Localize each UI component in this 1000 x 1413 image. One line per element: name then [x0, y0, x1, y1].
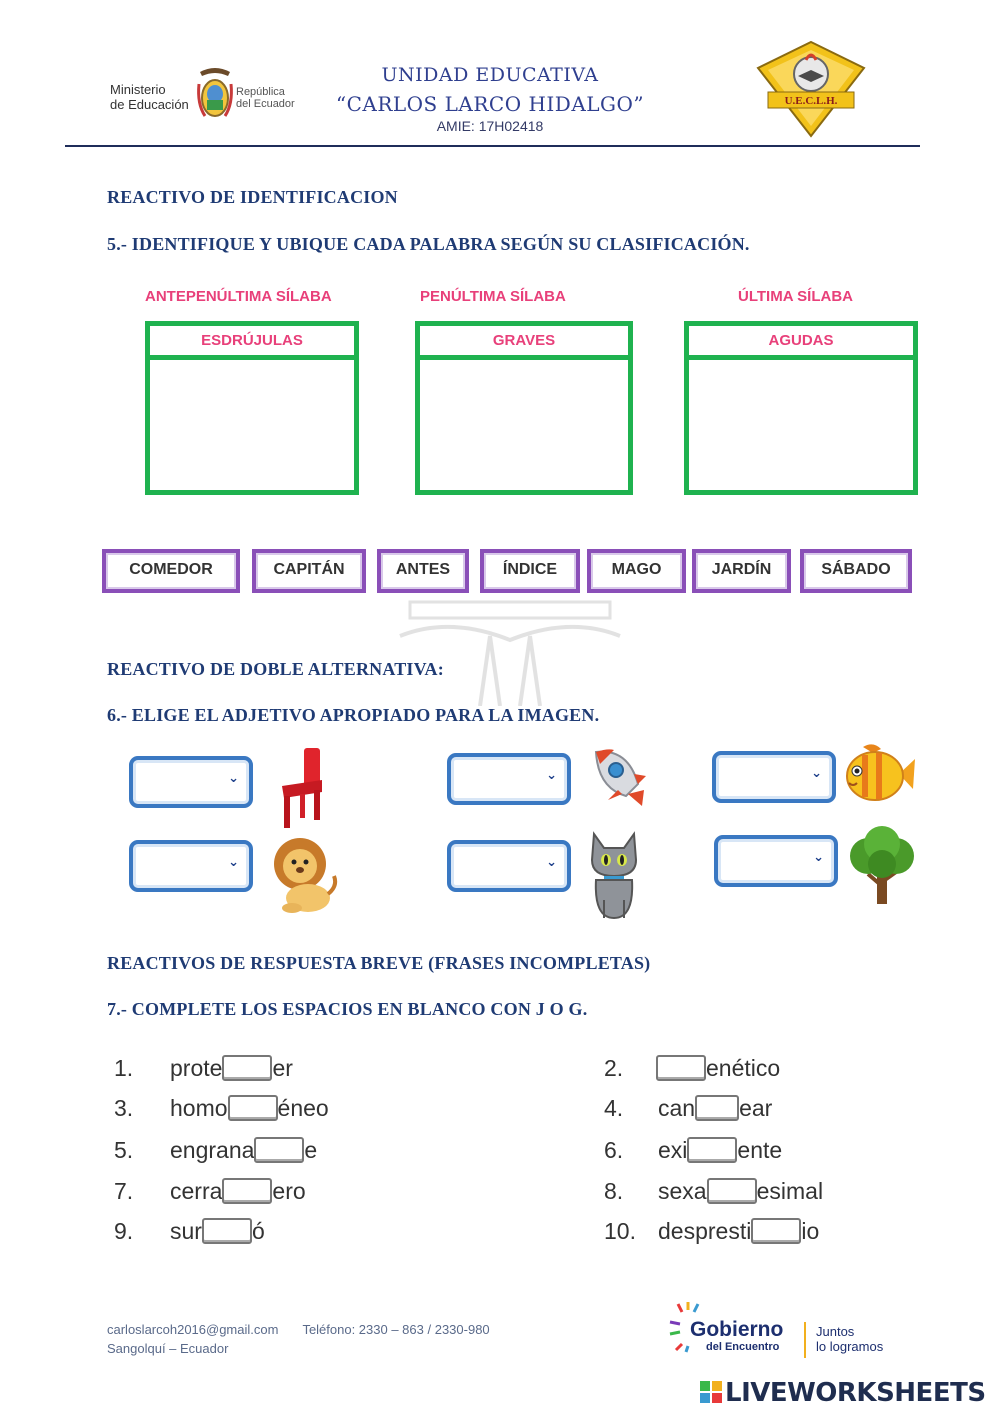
- agudas-drop-zone[interactable]: [689, 365, 913, 490]
- footer-email: carloslarcoh2016@gmail.com: [107, 1322, 279, 1337]
- adjective-select-cat[interactable]: [447, 840, 571, 892]
- item-prefix: cerra: [170, 1178, 223, 1204]
- red-chair-image: [278, 746, 326, 830]
- blank-input[interactable]: [202, 1218, 252, 1244]
- item-number: 2.: [604, 1055, 624, 1081]
- agudas-title: AGUDAS: [689, 326, 913, 360]
- cat-image: [586, 830, 642, 920]
- chevron-down-icon: ⌄: [228, 855, 239, 870]
- agudas-box: [684, 321, 918, 495]
- adjective-select-chair[interactable]: [129, 756, 253, 808]
- item-prefix: sexa: [658, 1178, 707, 1204]
- blank-input[interactable]: [222, 1055, 272, 1081]
- header-divider: [65, 145, 920, 147]
- chevron-down-icon: ⌄: [228, 771, 239, 786]
- item-number: 3.: [114, 1095, 134, 1121]
- liveworksheets-text: LIVEWORKSHEETS: [725, 1378, 986, 1408]
- republica-text: [236, 86, 295, 110]
- item-suffix: io: [801, 1218, 820, 1244]
- item-prefix: despresti: [658, 1218, 752, 1244]
- blank-input[interactable]: [707, 1178, 757, 1204]
- gobierno-slogan: [816, 1324, 883, 1354]
- republica-line1: República: [236, 86, 285, 98]
- item-number: 1.: [114, 1055, 134, 1081]
- column-head-penultima: PENÚLTIMA SÍLABA: [420, 288, 566, 305]
- word-card-jardin[interactable]: JARDÍN: [692, 549, 791, 593]
- chevron-down-icon: ⌄: [546, 855, 557, 870]
- item-prefix: exi: [658, 1137, 688, 1163]
- word-card-capitan[interactable]: CAPITÁN: [252, 549, 366, 593]
- watermark-hands-icon: [380, 596, 640, 706]
- section5-reactivo: REACTIVO DE IDENTIFICACION: [107, 187, 398, 207]
- item-prefix: prote: [170, 1055, 223, 1081]
- item-number: 4.: [604, 1095, 624, 1121]
- item-number: 10.: [604, 1218, 636, 1244]
- word-card-comedor[interactable]: COMEDOR: [102, 549, 240, 593]
- amie-code: AMIE: 17H02418: [436, 118, 544, 134]
- fill-item-2: [604, 1055, 780, 1082]
- fill-item-6: [604, 1137, 782, 1164]
- esdrujulas-title: ESDRÚJULAS: [150, 326, 354, 360]
- graves-title: GRAVES: [420, 326, 628, 360]
- chevron-down-icon: ⌄: [546, 768, 557, 783]
- section7-title: 7.- COMPLETE LOS ESPACIOS EN BLANCO CON J O G.: [107, 999, 588, 1019]
- item-prefix: homo: [170, 1095, 228, 1121]
- fill-item-5: [114, 1137, 317, 1164]
- gobierno-logo: [668, 1300, 908, 1360]
- adjective-select-fish[interactable]: [712, 751, 836, 803]
- item-suffix: ear: [739, 1095, 773, 1121]
- gobierno-name: Gobierno: [690, 1318, 784, 1341]
- item-prefix: sur: [170, 1218, 202, 1244]
- section6-title: 6.- ELIGE EL ADJETIVO APROPIADO PARA LA IMAGEN.: [107, 705, 600, 725]
- ministerio-line2: de Educación: [110, 97, 189, 112]
- liveworksheets-brand: [700, 1378, 986, 1408]
- graves-drop-zone[interactable]: [420, 365, 628, 490]
- blank-input[interactable]: [656, 1055, 706, 1081]
- fill-item-10: [604, 1218, 819, 1245]
- ministerio-logo-text: [110, 82, 189, 112]
- blank-input[interactable]: [687, 1137, 737, 1163]
- footer-phone: Teléfono: 2330 – 863 / 2330-980: [302, 1322, 490, 1337]
- item-suffix: er: [272, 1055, 293, 1081]
- badge-text: U.E.C.L.H.: [784, 95, 838, 107]
- fill-item-7: [114, 1178, 306, 1205]
- footer-city: Sangolquí – Ecuador: [107, 1341, 229, 1356]
- section7-reactivo: REACTIVOS DE RESPUESTA BREVE (FRASES INCOMPLETAS): [107, 953, 651, 973]
- item-number: 7.: [114, 1178, 134, 1204]
- gobierno-sub: del Encuentro: [706, 1341, 780, 1353]
- tree-image: [848, 826, 916, 906]
- blank-input[interactable]: [751, 1218, 801, 1244]
- fill-item-4: [604, 1095, 772, 1122]
- lion-image: [272, 836, 338, 914]
- word-card-antes[interactable]: ANTES: [377, 549, 469, 593]
- blank-input[interactable]: [222, 1178, 272, 1204]
- graves-box: [415, 321, 633, 495]
- blank-input[interactable]: [695, 1095, 739, 1121]
- item-number: 5.: [114, 1137, 134, 1163]
- fill-item-1: [114, 1055, 293, 1082]
- republica-line2: del Ecuador: [236, 98, 295, 110]
- esdrujulas-box: [145, 321, 359, 495]
- fill-item-9: [114, 1218, 265, 1245]
- section5-title: 5.- IDENTIFIQUE Y UBIQUE CADA PALABRA SEGÚN SU CLASIFICACIÓN.: [107, 234, 750, 254]
- word-card-mago[interactable]: MAGO: [587, 549, 686, 593]
- item-suffix: ó: [251, 1218, 265, 1244]
- fill-item-8: [604, 1178, 823, 1205]
- blank-input[interactable]: [228, 1095, 278, 1121]
- item-suffix: e: [304, 1137, 318, 1163]
- esdrujulas-drop-zone[interactable]: [150, 365, 354, 490]
- item-prefix: engrana: [170, 1137, 255, 1163]
- liveworksheets-logo-icon: [700, 1381, 722, 1403]
- section6-reactivo: REACTIVO DE DOBLE ALTERNATIVA:: [107, 659, 444, 679]
- item-suffix: esimal: [756, 1178, 824, 1204]
- gobierno-divider: [804, 1322, 806, 1358]
- adjective-select-lion[interactable]: [129, 840, 253, 892]
- blank-input[interactable]: [254, 1137, 304, 1163]
- school-line1: UNIDAD EDUCATIVA: [381, 64, 599, 86]
- item-suffix: ente: [737, 1137, 783, 1163]
- item-suffix: enético: [706, 1055, 781, 1081]
- ministerio-line1: Ministerio: [110, 82, 166, 97]
- chevron-down-icon: ⌄: [813, 850, 824, 865]
- item-prefix: can: [658, 1095, 696, 1121]
- item-suffix: éneo: [277, 1095, 329, 1121]
- adjective-select-rocket[interactable]: [447, 753, 571, 805]
- rocket-image: [588, 744, 648, 808]
- school-line2: “CARLOS LARCO HIDALGO”: [335, 92, 645, 116]
- item-number: 8.: [604, 1178, 624, 1204]
- adjective-select-tree[interactable]: [714, 835, 838, 887]
- item-suffix: ero: [272, 1178, 306, 1204]
- slogan-line2: lo logramos: [816, 1339, 884, 1354]
- school-badge-logo: [754, 40, 868, 138]
- chevron-down-icon: ⌄: [811, 766, 822, 781]
- fish-image: [843, 741, 915, 807]
- item-number: 6.: [604, 1137, 624, 1163]
- ecuador-coat-of-arms-icon: [195, 64, 235, 124]
- fill-item-3: [114, 1095, 329, 1122]
- word-card-sabado[interactable]: SÁBADO: [800, 549, 912, 593]
- item-number: 9.: [114, 1218, 134, 1244]
- slogan-line1: Juntos: [816, 1324, 855, 1339]
- footer-contact: [107, 1320, 490, 1358]
- column-head-antepenultima: ANTEPENÚLTIMA SÍLABA: [145, 288, 332, 305]
- word-card-indice[interactable]: ÍNDICE: [480, 549, 580, 593]
- school-title: [330, 64, 650, 134]
- column-head-ultima: ÚLTIMA SÍLABA: [738, 288, 853, 305]
